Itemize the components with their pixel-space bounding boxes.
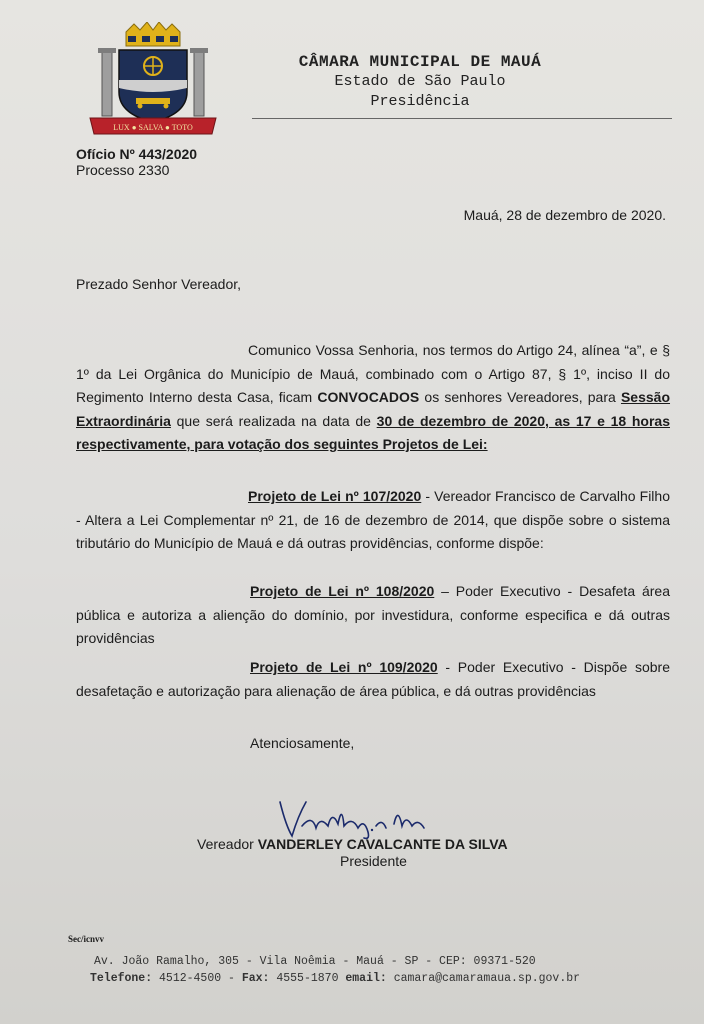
phone-number: 4512-4500 - (152, 972, 242, 985)
project-title: Projeto de Lei nº 108/2020 (250, 583, 435, 599)
department-name: Presidência (370, 93, 470, 110)
footer-contacts (90, 970, 650, 987)
convocados-text: CONVOCADOS (317, 389, 420, 405)
project-title: Projeto de Lei nº 107/2020 (248, 488, 422, 504)
signer-role: Presidente (340, 853, 407, 869)
footer-address-block (90, 953, 650, 987)
letterhead (250, 52, 590, 112)
project-description: - Poder Executivo - Dispõe sobre desafetação e autorização para alienação de área pública, e dá outras providências (76, 659, 670, 699)
project-item (76, 485, 670, 556)
closing: Atenciosamente, (250, 735, 355, 751)
footer-address: Av. João Ramalho, 305 - Vila Noêmia - Mauá - SP - CEP: 09371-520 (94, 955, 536, 968)
oficio-number: Ofício Nº 443/2020 (76, 146, 198, 162)
reference-block (76, 146, 197, 178)
initials-reference: Sec/icnvv (68, 934, 104, 944)
project-description: - Vereador Francisco de Carvalho Filho - Altera a Lei Complementar nº 21, de 16 de dezembro de 2014, que dispõe sobre o sistema tributário do Município de Mauá e dá outras providências, conforme dispõe: (76, 488, 670, 551)
signer-name: VANDERLEY CAVALCANTE DA SILVA (257, 836, 508, 852)
convocation-paragraph (76, 339, 670, 457)
phone-label: Telefone: (90, 972, 153, 985)
project-description: – Poder Executivo - Desafeta área pública e autoriza a alienção do domínio, por investidura, conforme especifica e dá outras providências (76, 583, 670, 646)
paragraph-intro: Comunico Vossa Senhoria, nos termos do Artigo 24, alínea “a”, e § 1º da Lei Orgânica do Município de Mauá, combinado com o Artigo 87, § 1º, inciso II do Regimento Interno desta Casa, ficam (76, 342, 670, 405)
project-item (76, 656, 670, 703)
signer-line (197, 834, 508, 854)
municipal-crest-logo (86, 22, 220, 140)
greeting: Prezado Senhor Vereador, (76, 276, 242, 292)
paragraph-after-sessao: que será realizada na data de (170, 412, 377, 429)
signer-prefix: Vereador (197, 836, 258, 852)
email-label: email: (345, 972, 387, 985)
fax-number: 4555-1870 (269, 972, 346, 985)
session-date-text: 30 de dezembro de 2020, as 17 e 18 horas respectivamente, para votação dos seguintes Projetos de Lei: (76, 412, 670, 452)
state-name: Estado de São Paulo (334, 73, 506, 90)
org-name: CÂMARA MUNICIPAL DE MAUÁ (298, 53, 542, 71)
project-item (76, 580, 670, 651)
email-address: camara@camaramaua.sp.gov.br (386, 972, 581, 985)
project-title: Projeto de Lei nº 109/2020 (250, 659, 438, 675)
fax-label: Fax: (241, 972, 270, 985)
date-line: Mauá, 28 de dezembro de 2020. (463, 207, 666, 223)
paragraph-mid: os senhores Vereadores, para (419, 389, 621, 405)
header-divider (252, 118, 672, 119)
processo-number: Processo 2330 (76, 162, 170, 178)
sessao-extraordinaria: Sessão Extraordinária (76, 389, 671, 429)
crest-motto: LUX ● SALVA ● TOTO (113, 123, 193, 132)
